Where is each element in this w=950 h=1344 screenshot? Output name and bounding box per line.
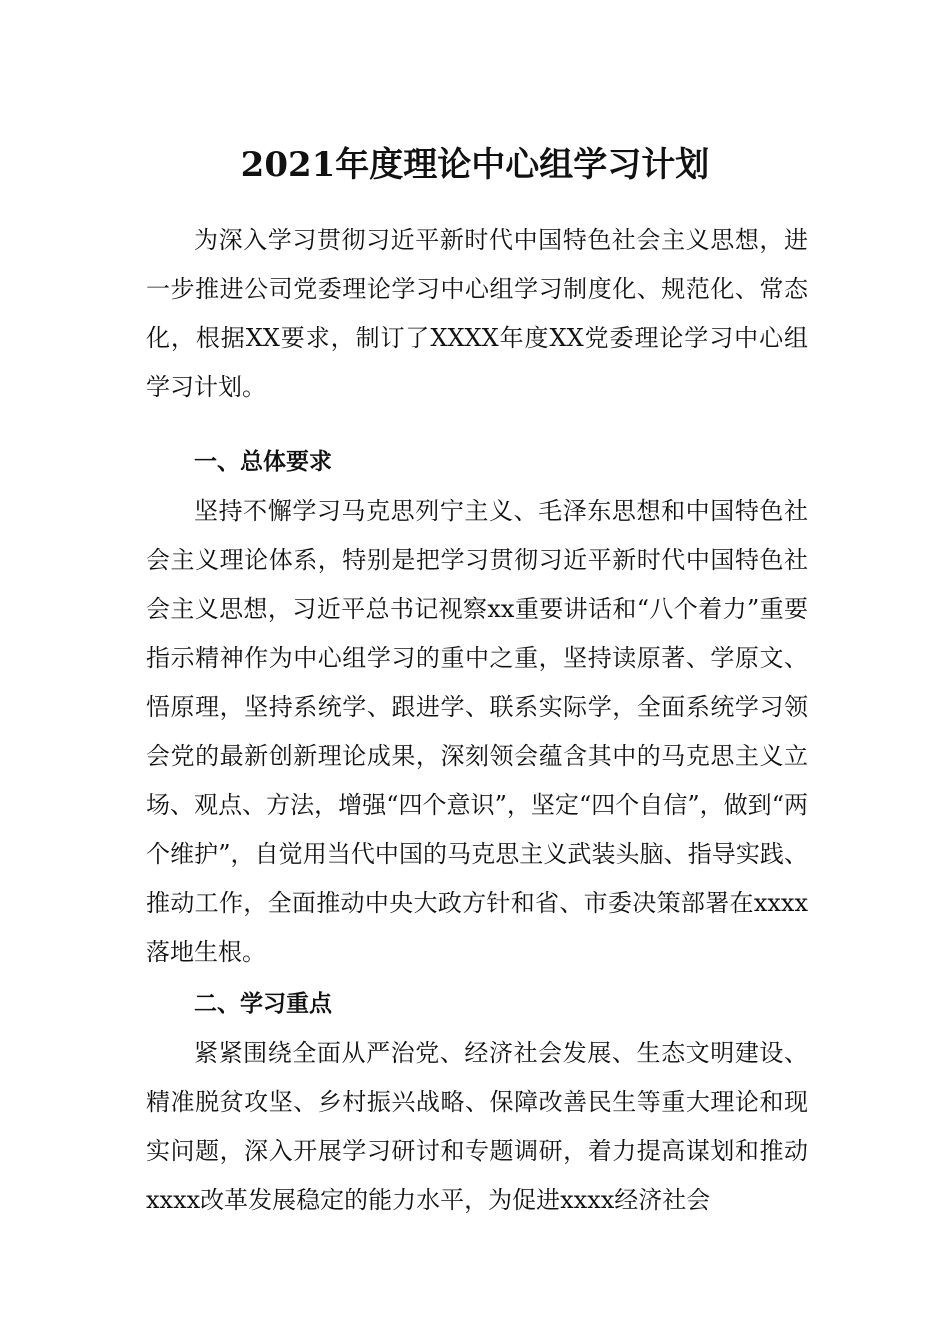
section-paragraph-general-requirements: 坚持不懈学习马克思列宁主义、毛泽东思想和中国特色社会主义理论体系，特别是把学习贯彻习近平新时代中国特色社会主义思想，习近平总书记视察xx重要讲话和“八个着力”重要指示精神作为中心组学习的重中之重，坚持读原著、学原文、悟原理，坚持系统学、跟进学、联系实际学，全面系统学习领会党的最新创新理论成果，深刻领会蕴含其中的马克思主义立场、观点、方法，增强“四个意识”，坚定“四个自信”，做到“两个维护”，自觉用当代中国的马克思主义武装头脑、指导实践、推动工作，全面推动中央大政方针和省、市委决策部署在xxxx落地生根。 <box>146 497 808 966</box>
section-heading-study-focus: 二、学习重点 <box>194 991 332 1017</box>
section-heading-general-requirements: 一、总体要求 <box>194 449 332 475</box>
document-title: 2021年度理论中心组学习计划 <box>240 145 710 185</box>
intro-paragraph: 为深入学习贯彻习近平新时代中国特色社会主义思想，进一步推进公司党委理论学习中心组学习制度化、规范化、常态化，根据XX要求，制订了XXXX年度XX党委理论学习中心组学习计划。 <box>146 226 808 401</box>
section-paragraph-study-focus: 紧紧围绕全面从严治党、经济社会发展、生态文明建设、精准脱贫攻坚、乡村振兴战略、保障改善民生等重大理论和现实问题，深入开展学习研讨和专题调研，着力提高谋划和推动xxxx改革发展稳定的能力水平，为促进xxxx经济社会 <box>146 1039 808 1214</box>
